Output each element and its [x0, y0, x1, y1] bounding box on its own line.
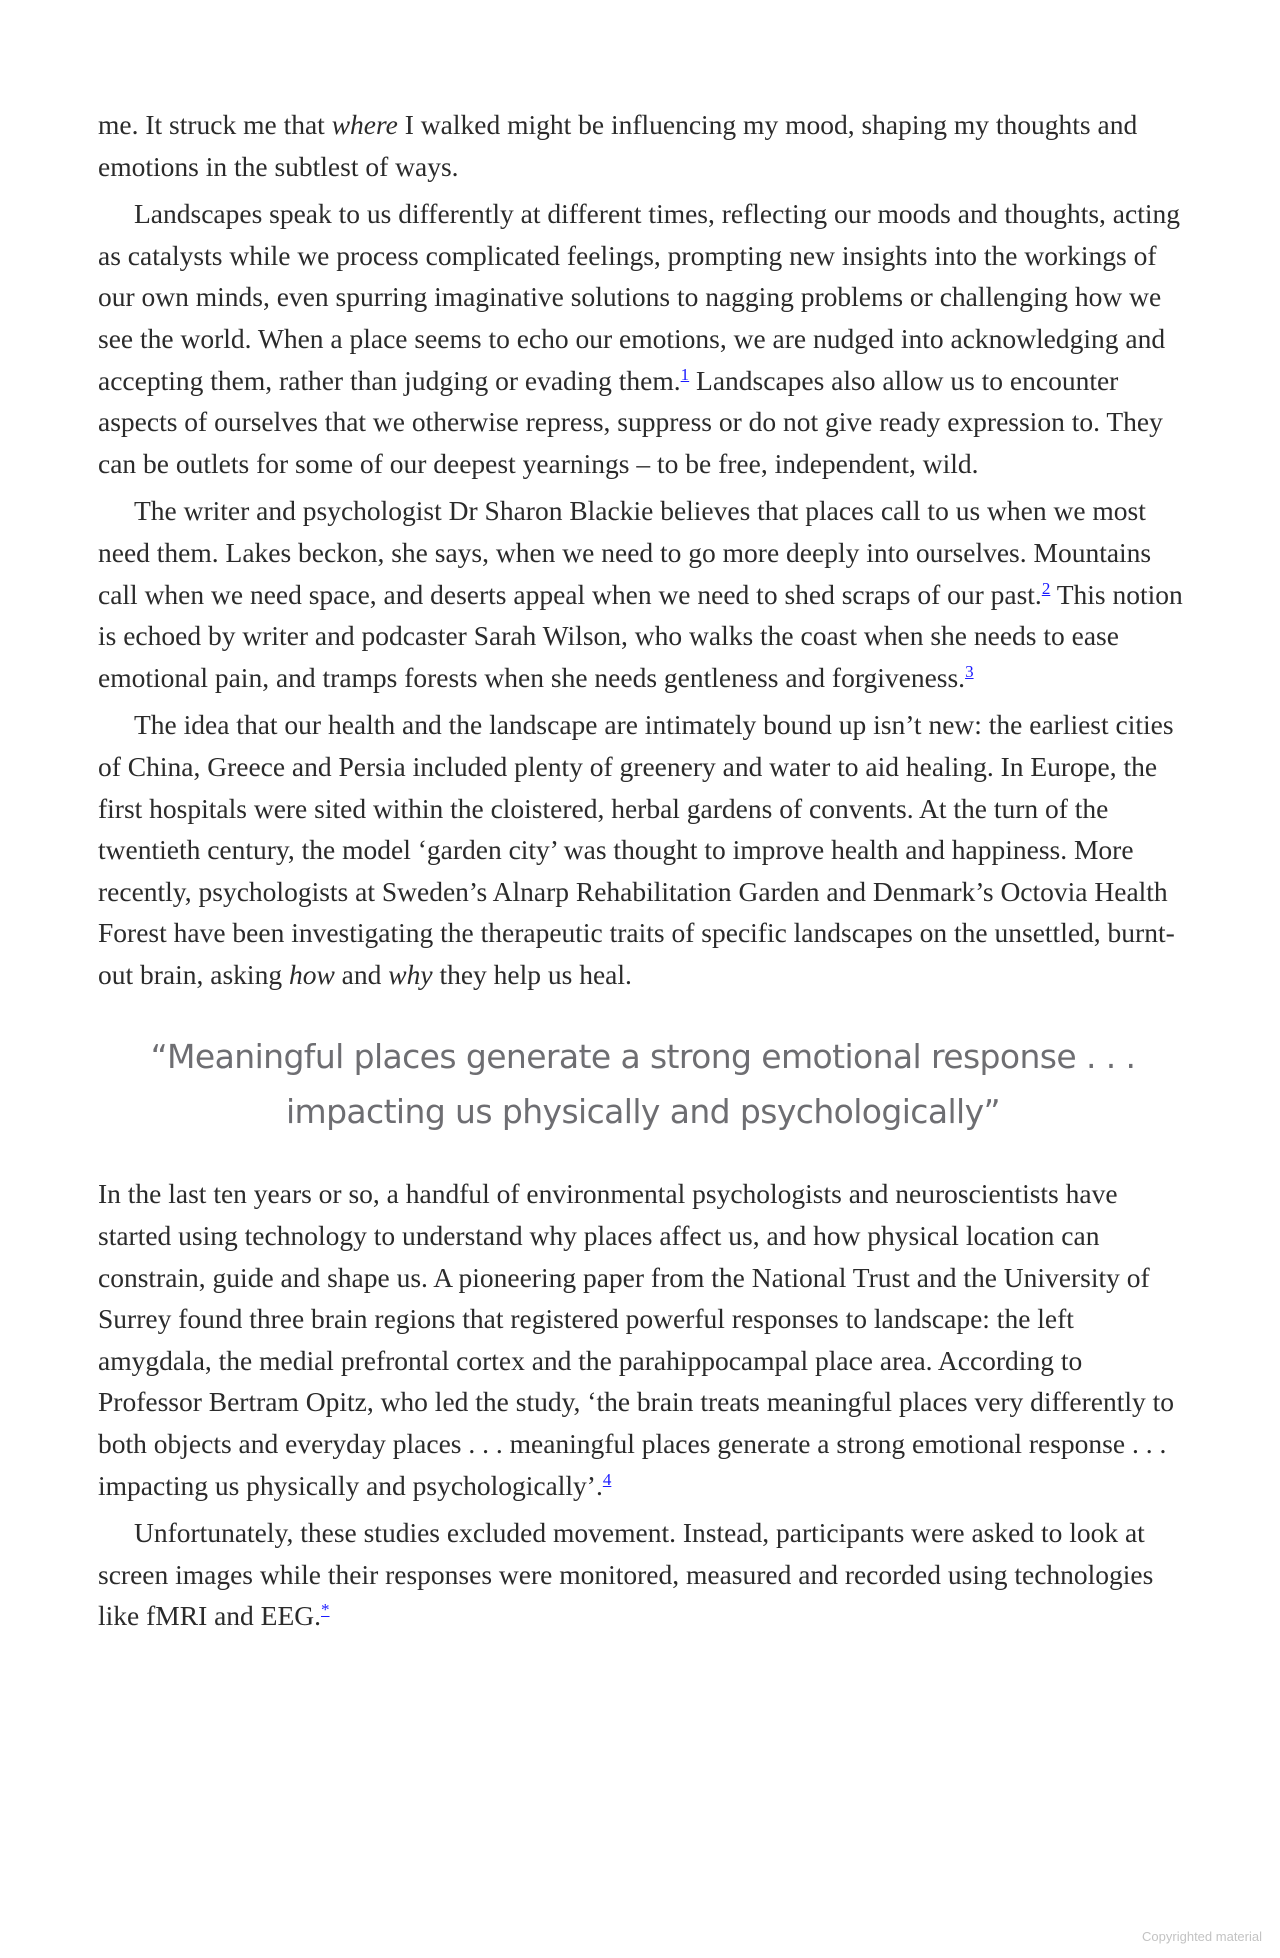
paragraph [98, 1512, 1188, 1637]
body-text-before-quote [98, 104, 1188, 995]
paragraph-text: they help us heal. [432, 958, 632, 990]
paragraph-text: me. It struck me that [98, 109, 332, 140]
emphasis-text: how [288, 958, 335, 990]
footnote-link-2[interactable]: 2 [1041, 578, 1051, 598]
paragraph-text: Unfortunately, these studies excluded movement. Instead, participants were asked to look at screen images while their responses were monitored, measured and recorded using technologies like fMRI and EEG. [98, 1517, 1154, 1632]
paragraph-text: The idea that our health and the landscape are intimately bound up isn’t new: the earliest cities of China, Greece and Persia included plenty of greenery and water to aid healing. In Europe, the first hospitals were sited within the cloistered, herbal gardens of convents. At the turn of the twentieth century, the model ‘garden city’ was thought to improve health and happiness. More recently, psychologists at Sweden’s Alnarp Rehabilitation Garden and Denmark’s Octovia Health Forest have been investigating the therapeutic traits of specific landscapes on the unsettled, burnt-out brain, asking [98, 709, 1175, 990]
book-page [98, 104, 1188, 1643]
footnote-link-3[interactable]: 3 [965, 661, 974, 681]
paragraph-text: and [334, 958, 389, 990]
pull-quote: “Meaningful places generate a strong emotional response . . . impacting us physically and psychologically” [150, 1037, 1136, 1132]
footnote-link-asterisk[interactable]: * [321, 1600, 330, 1620]
emphasis-text: where [331, 109, 398, 140]
paragraph-text: Landscapes speak to us differently at different times, reflecting our moods and thoughts, acting as catalysts while we process complicated feelings, prompting new insights into the workings of our own minds, even spurring imaginative solutions to nagging problems or challenging how we see the world. When a place seems to echo our emotions, we are nudged into acknowledging and accepting them, rather than judging or evading them. [98, 198, 1180, 396]
footnote-link-1[interactable]: 1 [680, 364, 690, 384]
copyright-notice: Copyrighted material [1142, 1929, 1262, 1944]
paragraph-text: The writer and psychologist Dr Sharon Blackie believes that places call to us when we most need them. Lakes beckon, she says, when we need to go more deeply into ourselves. Mountains call when we need space, and deserts appeal when we need to shed scraps of our past. [98, 495, 1152, 610]
paragraph [98, 490, 1188, 698]
paragraph [98, 1173, 1188, 1506]
paragraph [98, 104, 1188, 187]
footnote-link-4[interactable]: 4 [602, 1469, 612, 1489]
paragraph [98, 704, 1188, 995]
paragraph-text: Landscapes also allow us to encounter aspects of ourselves that we otherwise repress, suppress or do not give ready expression to. They can be outlets for some of our deepest yearnings – to be free, independent, wild. [98, 364, 1163, 479]
paragraph-text: I walked might be influencing my mood, shaping my thoughts and emotions in the subtlest of ways. [98, 109, 1138, 182]
paragraph [98, 193, 1188, 484]
paragraph-text: In the last ten years or so, a handful of environmental psychologists and neuroscientists have started using technology to understand why places affect us, and how physical location can constrain, guide and shape us. A pioneering paper from the National Trust and the University of Surrey found three brain regions that registered powerful responses to landscape: the left amygdala, the medial prefrontal cortex and the parahippocampal place area. According to Professor Bertram Opitz, who led the study, ‘the brain treats meaningful places very differently to both objects and everyday places . . . meaningful places generate a strong emotional response . . . impacting us physically and psychologically’. [98, 1178, 1175, 1501]
body-text-after-quote [98, 1173, 1188, 1637]
emphasis-text: why [388, 958, 433, 990]
paragraph-text: This notion is echoed by writer and podcaster Sarah Wilson, who walks the coast when she needs to ease emotional pain, and tramps forests when she needs gentleness and forgiveness. [98, 578, 1183, 693]
